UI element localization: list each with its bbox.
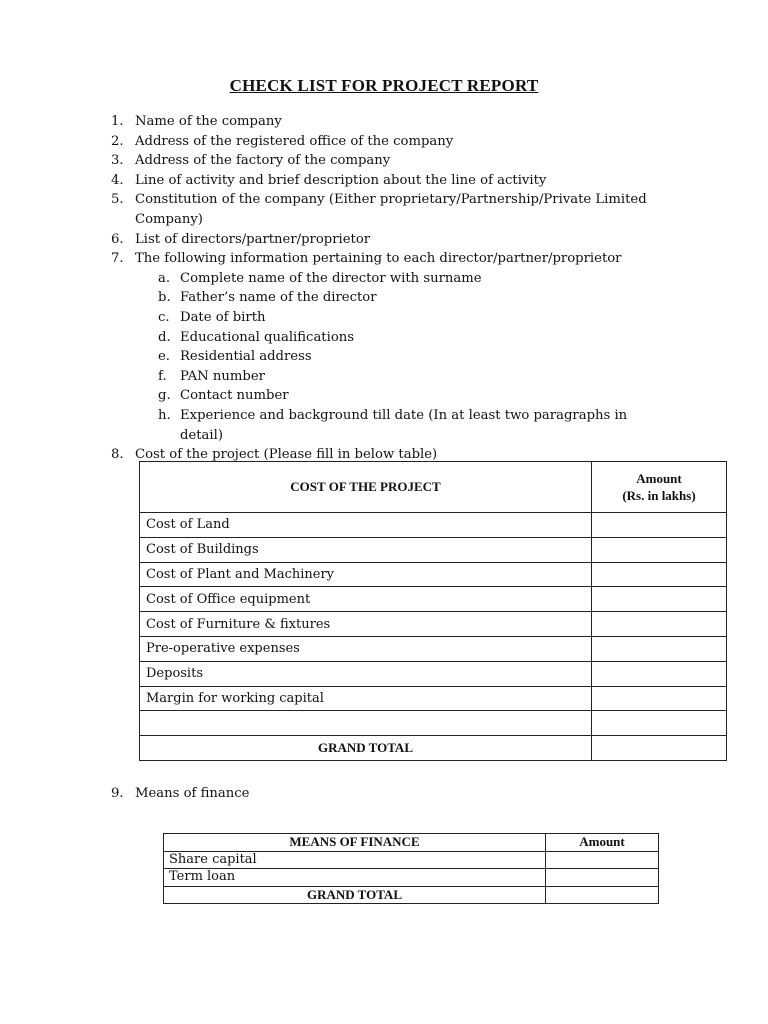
cost-item-label: Cost of Buildings bbox=[140, 537, 592, 562]
item-number: 8. bbox=[111, 447, 124, 463]
cost-item-label: Cost of Furniture & fixtures bbox=[140, 612, 592, 637]
sub-item-letter: g. bbox=[158, 388, 171, 404]
table-row-blank bbox=[140, 711, 727, 736]
item-number: 4. bbox=[111, 172, 124, 188]
item-number: 7. bbox=[111, 251, 124, 267]
item-number: 9. bbox=[111, 786, 124, 801]
sub-item-letter: e. bbox=[158, 349, 170, 365]
sub-list-item bbox=[111, 367, 671, 387]
item-text: Line of activity and brief description about the line of activity bbox=[135, 172, 547, 188]
table-row bbox=[164, 869, 659, 887]
item-number: 1. bbox=[111, 114, 124, 129]
list-item bbox=[111, 249, 671, 269]
amount-cell[interactable] bbox=[592, 513, 727, 538]
table-row bbox=[140, 661, 727, 686]
table-header-row bbox=[164, 834, 659, 852]
amount-header bbox=[592, 462, 727, 513]
amount-header-line2: (Rs. in lakhs) bbox=[622, 488, 696, 503]
item-text: Address of the factory of the company bbox=[135, 153, 391, 169]
amount-cell[interactable] bbox=[592, 562, 727, 587]
amount-cell[interactable] bbox=[592, 686, 727, 711]
sub-list-item bbox=[111, 308, 671, 328]
cost-header: COST OF THE PROJECT bbox=[140, 462, 592, 513]
list-item bbox=[111, 151, 671, 171]
list-item bbox=[111, 190, 671, 229]
sub-item-letter: h. bbox=[158, 407, 171, 423]
sub-item-text: Date of birth bbox=[180, 309, 266, 325]
cost-item-label: Margin for working capital bbox=[140, 686, 592, 711]
item-text: List of directors/partner/proprietor bbox=[135, 231, 371, 247]
finance-header: MEANS OF FINANCE bbox=[164, 834, 546, 852]
cost-item-label: Pre-operative expenses bbox=[140, 636, 592, 661]
amount-cell[interactable] bbox=[592, 711, 727, 736]
cost-of-project-table bbox=[139, 461, 727, 761]
cost-item-label: Cost of Office equipment bbox=[140, 587, 592, 612]
amount-cell[interactable] bbox=[592, 661, 727, 686]
amount-cell[interactable] bbox=[592, 587, 727, 612]
amount-header: Amount bbox=[546, 834, 659, 852]
table-header-row bbox=[140, 462, 727, 513]
sub-item-letter: b. bbox=[158, 290, 171, 306]
item-text: The following information pertaining to each director/partner/proprietor bbox=[135, 251, 622, 267]
item-text: Constitution of the company (Either proprietary/Partnership/Private Limited Company) bbox=[135, 192, 647, 227]
sub-list-item bbox=[111, 347, 671, 367]
sub-item-letter: a. bbox=[158, 270, 171, 286]
cost-item-label bbox=[140, 711, 592, 736]
table-row bbox=[140, 537, 727, 562]
sub-item-text: PAN number bbox=[180, 368, 265, 384]
amount-cell[interactable] bbox=[592, 537, 727, 562]
amount-cell[interactable] bbox=[592, 612, 727, 637]
table-row bbox=[140, 686, 727, 711]
sub-item-text: Contact number bbox=[180, 388, 289, 404]
grand-total-row bbox=[164, 886, 659, 904]
table-row bbox=[140, 562, 727, 587]
sub-item-letter: f. bbox=[158, 368, 167, 384]
sub-list-item bbox=[111, 406, 671, 445]
item-number: 2. bbox=[111, 133, 124, 149]
sub-item-letter: d. bbox=[158, 329, 171, 345]
item-text: Address of the registered office of the company bbox=[135, 133, 454, 149]
sub-item-text: Complete name of the director with surname bbox=[180, 270, 482, 286]
item-text: Means of finance bbox=[135, 786, 250, 801]
grand-total-amount-cell[interactable] bbox=[546, 886, 659, 904]
list-item bbox=[111, 230, 671, 250]
item-number: 3. bbox=[111, 153, 124, 169]
sub-list-item bbox=[111, 328, 671, 348]
list-item bbox=[111, 112, 671, 132]
table-row bbox=[140, 513, 727, 538]
sub-list-item bbox=[111, 288, 671, 308]
means-of-finance-table bbox=[163, 833, 659, 904]
table-row bbox=[140, 612, 727, 637]
cost-item-label: Cost of Land bbox=[140, 513, 592, 538]
sub-item-text: Residential address bbox=[180, 349, 312, 365]
amount-cell[interactable] bbox=[592, 636, 727, 661]
amount-cell[interactable] bbox=[546, 869, 659, 887]
finance-item-label: Term loan bbox=[164, 869, 546, 887]
grand-total-label: GRAND TOTAL bbox=[140, 736, 592, 761]
finance-item-label: Share capital bbox=[164, 851, 546, 869]
list-item bbox=[111, 786, 249, 801]
grand-total-label: GRAND TOTAL bbox=[164, 886, 546, 904]
amount-header-line1: Amount bbox=[636, 471, 682, 486]
sub-item-text: Experience and background till date (In at least two paragraphs in detail) bbox=[180, 407, 628, 443]
table-row bbox=[164, 851, 659, 869]
checklist bbox=[111, 112, 671, 465]
grand-total-row bbox=[140, 736, 727, 761]
page-title: CHECK LIST FOR PROJECT REPORT bbox=[229, 76, 539, 95]
item-number: 6. bbox=[111, 231, 124, 247]
amount-cell[interactable] bbox=[546, 851, 659, 869]
item-text: Cost of the project (Please fill in below table) bbox=[135, 447, 438, 463]
sub-list-item bbox=[111, 386, 671, 406]
cost-item-label: Cost of Plant and Machinery bbox=[140, 562, 592, 587]
cost-item-label: Deposits bbox=[140, 661, 592, 686]
table-row bbox=[140, 587, 727, 612]
grand-total-amount-cell[interactable] bbox=[592, 736, 727, 761]
list-item bbox=[111, 171, 671, 191]
list-item bbox=[111, 132, 671, 152]
sub-item-letter: c. bbox=[158, 309, 170, 325]
table-row bbox=[140, 636, 727, 661]
sub-item-text: Educational qualifications bbox=[180, 329, 355, 345]
sub-list-item bbox=[111, 269, 671, 289]
sub-item-text: Father’s name of the director bbox=[180, 290, 377, 306]
item-number: 5. bbox=[111, 192, 124, 208]
item-text: Name of the company bbox=[135, 114, 282, 129]
